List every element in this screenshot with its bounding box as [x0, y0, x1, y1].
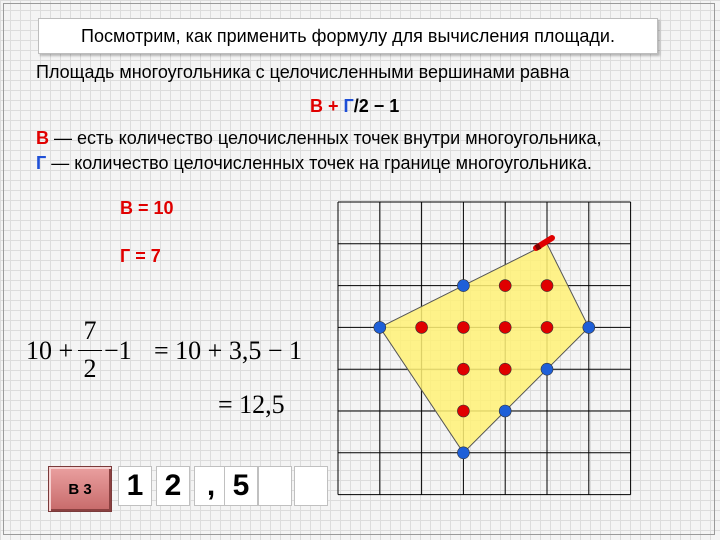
definition-letter-b: В	[36, 128, 49, 148]
boundary-point	[374, 321, 386, 333]
interior-point	[499, 321, 511, 333]
formula-rest: /2 − 1	[353, 96, 400, 116]
pencil-icon	[536, 238, 552, 248]
calc-step2: = 12,5	[218, 390, 285, 419]
answer-label	[48, 466, 112, 512]
boundary-point	[499, 405, 511, 417]
statement-text: Площадь многоугольника с целочисленными вершинами равна	[36, 62, 570, 82]
answer-cell-2[interactable]: 2	[156, 466, 190, 506]
formula-b: В	[310, 96, 323, 116]
interior-point	[416, 321, 428, 333]
definition-text-g: — количество целочисленных точек на границе многоугольника.	[46, 153, 592, 173]
calc-minus: −1	[104, 336, 132, 365]
calc-step1: = 10 + 3,5 − 1	[154, 336, 302, 365]
definition-text-b: — есть количество целочисленных точек внутри многоугольника,	[49, 128, 602, 148]
boundary-point	[583, 321, 595, 333]
polygon-shape	[380, 244, 589, 453]
calc-denominator: 2	[83, 354, 97, 383]
formula-g: Г	[343, 96, 354, 116]
value-b: В = 10	[120, 198, 174, 218]
boundary-point	[457, 447, 469, 459]
interior-point	[541, 321, 553, 333]
calc-whole: 10 +	[26, 336, 74, 365]
boundary-point	[541, 363, 553, 375]
answer-label-text: В 3	[68, 480, 92, 498]
calc-numerator: 7	[83, 316, 97, 345]
answer-cell-3[interactable]: ,	[194, 466, 228, 506]
interior-point	[457, 363, 469, 375]
interior-point	[499, 363, 511, 375]
interior-point	[457, 405, 469, 417]
answer-cell-1[interactable]: 1	[118, 466, 152, 506]
interior-point	[499, 280, 511, 292]
definition-letter-g: Г	[36, 153, 47, 173]
answer-cell-5[interactable]	[258, 466, 292, 506]
title-text: Посмотрим, как применить формулу для вычисления площади.	[81, 25, 615, 46]
interior-point	[541, 280, 553, 292]
answer-cell-6[interactable]	[294, 466, 328, 506]
formula-plus: +	[323, 96, 344, 116]
answer-cell-4[interactable]: 5	[224, 466, 258, 506]
interior-point	[457, 321, 469, 333]
value-g: Г = 7	[120, 246, 161, 266]
boundary-point	[457, 280, 469, 292]
